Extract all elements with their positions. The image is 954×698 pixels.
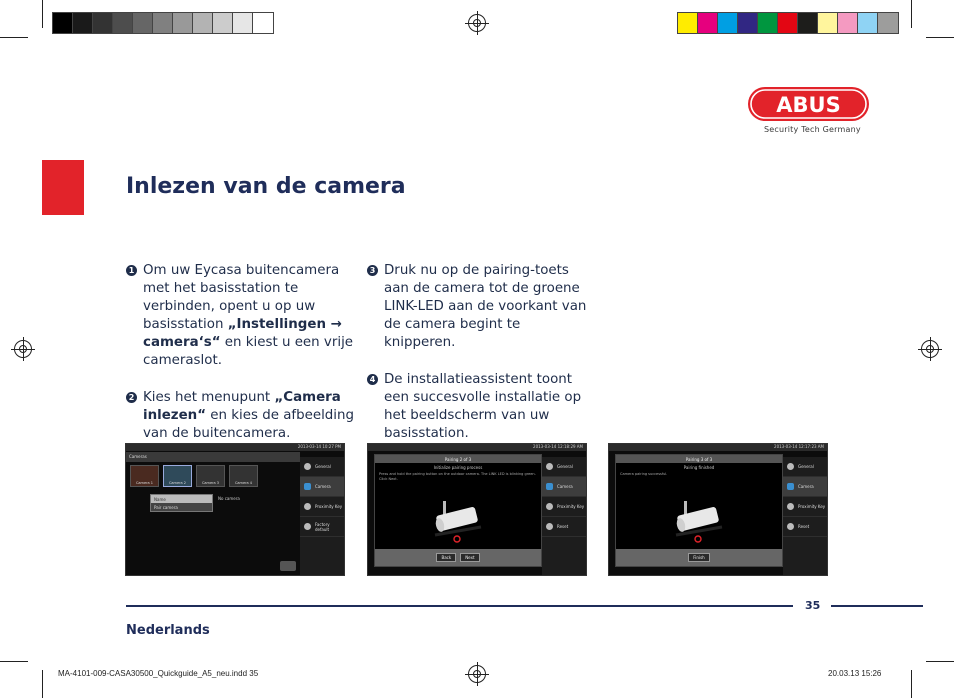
registration-mark-icon <box>14 340 32 358</box>
registration-mark-icon <box>921 340 939 358</box>
registration-mark-icon <box>468 665 486 683</box>
color-swatch <box>858 13 878 33</box>
screenshot-cameras <box>125 443 345 576</box>
print-slug-date: 20.03.13 15:26 <box>828 669 882 678</box>
dialog-subtitle: Pairing finished <box>683 465 715 470</box>
sidebar-item-camera[interactable] <box>300 477 344 497</box>
crop-mark <box>0 37 28 38</box>
key-icon <box>787 503 794 510</box>
color-swatch <box>253 13 273 33</box>
color-swatch <box>213 13 233 33</box>
color-swatch <box>878 13 898 33</box>
dialog-title: Pairing 2 of 3 <box>375 455 541 463</box>
color-swatch <box>73 13 93 33</box>
registration-mark-icon <box>468 14 486 32</box>
step-number: 4 <box>367 374 378 385</box>
sidebar-item-proximity-key[interactable] <box>542 497 586 517</box>
slot-label: Camera 1 <box>135 481 154 485</box>
sidebar-item-general[interactable] <box>542 457 586 477</box>
steps-column-right <box>367 262 587 462</box>
sidebar-item-reset[interactable] <box>783 517 827 537</box>
step-text: en kies de afbeelding van de buitencamera. <box>143 408 355 441</box>
color-swatch <box>798 13 818 33</box>
sidebar-item-reset[interactable] <box>542 517 586 537</box>
color-swatch <box>738 13 758 33</box>
wrench-icon <box>787 523 794 530</box>
crop-mark <box>0 661 28 662</box>
step-text: Om uw Eycasa buitencamera met het basisstation te verbinden, opent u op uw basisstation <box>143 263 340 332</box>
footer-rule <box>831 605 923 607</box>
return-button[interactable] <box>280 561 296 571</box>
dialog-text: Press and hold the pairing button on the outdoor camera. The LINK LED is blinking green. Click Next. <box>379 472 536 481</box>
panel-header: Cameras <box>126 452 300 462</box>
timestamp: 2013-03-14 12:18:29 AM <box>533 444 583 449</box>
settings-sidebar <box>300 457 344 575</box>
dialog-text: Camera pairing successful. <box>620 472 668 476</box>
status-bar <box>368 444 586 451</box>
camera-slot[interactable] <box>196 465 225 487</box>
print-slug-file: MA-4101-009-CASA30500_Quickguide_A5_neu.indd 35 <box>58 669 259 678</box>
step-bold: „Instellingen → camera‘s“ <box>143 317 342 350</box>
slot-label: Camera 4 <box>234 481 253 485</box>
color-swatch <box>778 13 798 33</box>
camera-slot[interactable] <box>163 465 192 487</box>
pairing-dialog <box>374 454 542 567</box>
sidebar-item-general[interactable] <box>783 457 827 477</box>
color-swatch <box>193 13 213 33</box>
page-number: 35 <box>805 599 821 612</box>
sidebar-label: Factory default <box>315 521 330 532</box>
abus-logo <box>747 86 870 122</box>
timestamp: 2013-03-14 12:17:23 AM <box>774 444 824 449</box>
status-bar <box>609 444 827 451</box>
outdoor-camera-icon <box>431 497 487 543</box>
color-swatch <box>153 13 173 33</box>
color-swatch <box>173 13 193 33</box>
step-item <box>367 371 587 443</box>
wrench-icon <box>546 523 553 530</box>
color-swatch <box>93 13 113 33</box>
color-swatch <box>758 13 778 33</box>
step-text: Kies het menupunt <box>143 390 275 405</box>
wrench-icon <box>304 523 311 530</box>
key-icon <box>546 503 553 510</box>
sidebar-item-camera[interactable] <box>783 477 827 497</box>
gear-icon <box>304 463 311 470</box>
color-swatch <box>818 13 838 33</box>
sidebar-item-factory-default[interactable] <box>300 517 344 537</box>
sidebar-label: Proximity Key <box>315 504 343 509</box>
gear-icon <box>546 463 553 470</box>
camera-slot[interactable] <box>229 465 258 487</box>
color-swatch <box>838 13 858 33</box>
pairing-dialog <box>615 454 783 567</box>
sidebar-item-general[interactable] <box>300 457 344 477</box>
step-item <box>126 262 356 370</box>
gray-color-bar <box>52 12 274 34</box>
sidebar-item-proximity-key[interactable] <box>300 497 344 517</box>
dialog-title: Pairing 3 of 3 <box>616 455 782 463</box>
finish-button[interactable]: Finish <box>688 553 709 562</box>
crop-mark <box>911 670 912 698</box>
crop-mark <box>42 0 43 28</box>
crop-mark <box>926 37 954 38</box>
steps-column-left <box>126 262 356 462</box>
color-swatch <box>678 13 698 33</box>
menu-item-pair-camera[interactable]: Pair camera <box>154 505 178 510</box>
step-number: 1 <box>126 265 137 276</box>
sidebar-item-proximity-key[interactable] <box>783 497 827 517</box>
status-bar <box>126 444 344 451</box>
crop-mark <box>926 661 954 662</box>
sidebar-label: General <box>557 464 573 469</box>
settings-sidebar <box>542 457 586 575</box>
sidebar-label: Reset <box>557 524 569 529</box>
color-swatch <box>718 13 738 33</box>
page-title: Inlezen van de camera <box>126 174 406 199</box>
sidebar-label: Camera <box>557 484 573 489</box>
slot-label: Camera 3 <box>201 481 220 485</box>
step-text: De installatieassistent toont een succesvolle installatie op het beeldscherm van uw basisstation. <box>384 372 582 441</box>
sidebar-label: Reset <box>798 524 810 529</box>
sidebar-label: General <box>798 464 814 469</box>
dialog-footer <box>375 549 541 566</box>
language-label: Nederlands <box>126 623 210 638</box>
sidebar-label: Proximity Key <box>557 504 585 509</box>
menu-item-name[interactable]: Name <box>151 495 212 503</box>
back-button[interactable]: Back <box>436 553 456 562</box>
sidebar-item-camera[interactable] <box>542 477 586 497</box>
settings-sidebar <box>783 457 827 575</box>
dialog-subtitle: Initialize pairing process <box>433 465 483 470</box>
camera-slot[interactable] <box>130 465 159 487</box>
step-bold: „Camera inlezen“ <box>143 390 341 423</box>
process-color-bar <box>677 12 899 34</box>
color-swatch <box>233 13 253 33</box>
key-icon <box>304 503 311 510</box>
camera-icon <box>304 483 311 490</box>
next-button[interactable]: Next <box>460 553 479 562</box>
step-number: 2 <box>126 392 137 403</box>
brand-tagline: Security Tech Germany <box>764 125 861 134</box>
camera-icon <box>546 483 553 490</box>
sidebar-label: General <box>315 464 331 469</box>
sidebar-label: Camera <box>315 484 331 489</box>
logo-text: ABUS <box>776 93 841 117</box>
screenshot-pairing-step-2 <box>367 443 587 576</box>
no-camera-label: No camera <box>218 496 240 501</box>
outdoor-camera-icon <box>672 497 728 543</box>
color-swatch <box>698 13 718 33</box>
dialog-footer <box>616 549 782 566</box>
slot-label: Camera 2 <box>168 481 187 485</box>
sidebar-label: Camera <box>798 484 814 489</box>
step-text: en kiest u een vrije cameraslot. <box>143 335 354 368</box>
footer-rule <box>126 605 793 607</box>
timestamp: 2013-03-14 10:27 PM <box>297 444 341 449</box>
step-number: 3 <box>367 265 378 276</box>
color-swatch <box>133 13 153 33</box>
step-item <box>126 389 356 443</box>
camera-icon <box>787 483 794 490</box>
gear-icon <box>787 463 794 470</box>
step-item <box>367 262 587 352</box>
color-swatch <box>53 13 73 33</box>
crop-mark <box>42 670 43 698</box>
context-menu <box>150 494 213 512</box>
step-text: Druk nu op de pairing-toets aan de camera tot de groene LINK-LED aan de voorkant van de camera begint te knipperen. <box>384 263 587 350</box>
screenshot-pairing-step-3 <box>608 443 828 576</box>
crop-mark <box>911 0 912 28</box>
sidebar-label: Proximity Key <box>798 504 826 509</box>
color-swatch <box>113 13 133 33</box>
section-tab <box>42 160 84 215</box>
